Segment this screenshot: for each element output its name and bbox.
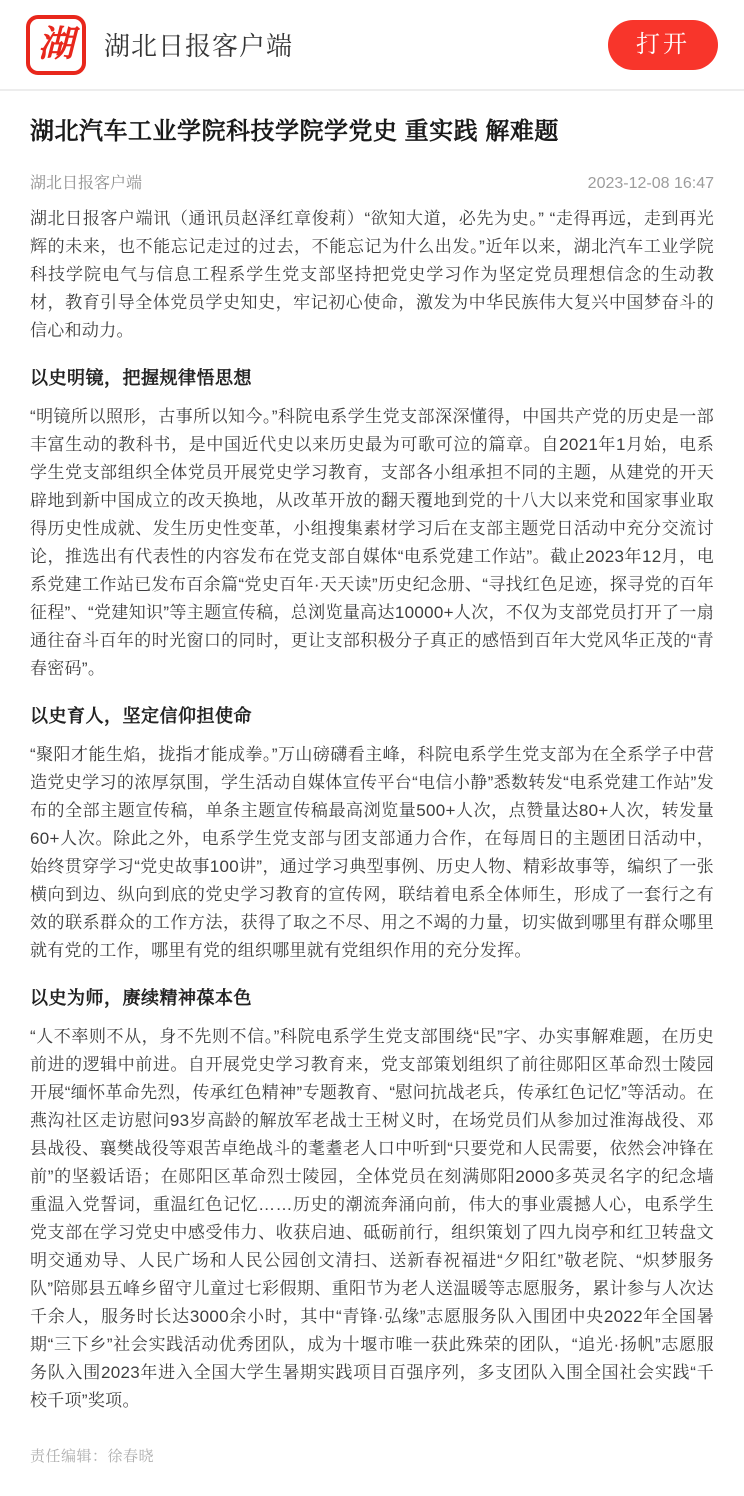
article-date: 2023-12-08 16:47 <box>587 175 714 192</box>
section-heading: 以史明镜，把握规律悟思想 <box>30 368 252 388</box>
app-name: 湖北日报客户端 <box>104 31 294 61</box>
article-body <box>30 205 714 1415</box>
section-heading: 以史育人，坚定信仰担使命 <box>30 706 252 726</box>
logo-seal-icon: 湖 <box>37 23 74 64</box>
article-paragraph: “明镜所以照形，古事所以知今。”科院电系学生党支部深深懂得，中国共产党的历史是一部丰富生动的教科书，是中国近代史以来历史最为可歌可泣的篇章。自2021年1月始，电系学生党支部组织全体党员开展党史学习教育，支部各小组承担不同的主题，从建党的开天辟地到新中国成立的改天换地，从改革开放的翻天覆地到党的十八大以来党和国家事业取得历史性成就、发生历史性变革，小组搜集素材学习后在支部主题党日活动中充分交流讨论，推选出有代表性的内容发布在党支部自媒体“电系党建工作站”。截止2023年12月，电系党建工作站已发布百余篇“党史百年·天天读”历史纪念册、“寻找红色足迹，探寻党的百年征程”、“党建知识”等主题宣传稿，总浏览量高达10000+人次，不仅为支部党员打开了一扇通往奋斗百年的时光窗口的同时，更让支部积极分子真正的感悟到百年大党风华正茂的“青春密码”。 <box>30 407 714 678</box>
section-heading: 以史为师，赓续精神葆本色 <box>30 988 252 1008</box>
app-logo[interactable] <box>26 15 86 75</box>
article-paragraph: “人不率则不从，身不先则不信。”科院电系学生党支部围绕“民”字、办实事解难题，在历史前进的逻辑中前进。自开展党史学习教育来，党支部策划组织了前往郧阳区革命烈士陵园开展“缅怀革命先烈，传承红色精神”专题教育、“慰问抗战老兵，传承红色记忆”等活动。在燕沟社区走访慰问93岁高龄的解放军老战士王树义时，在场党员们从参加过淮海战役、邓县战役、襄樊战役等艰苦卓绝战斗的耄耋老人口中听到“只要党和人民需要，依然会冲锋在前”的坚毅话语；在郧阳区革命烈士陵园，全体党员在刻满郧阳2000多英灵名字的纪念墙重温入党誓词，重温红色记忆……历史的潮流奔涌向前，伟大的事业震撼人心，电系学生党支部在学习党史中感受伟力、收获启迪、砥砺前行，组织策划了四九岗亭和红卫转盘文明交通劝导、人民广场和人民公园创文清扫、送新春祝福进“夕阳红”敬老院、“炽梦服务队”陪郧县五峰乡留守儿童过七彩假期、重阳节为老人送温暖等志愿服务，累计参与人次达千余人，服务时长达3000余小时，其中“青锋·弘缘”志愿服务队入围团中央2022年全国暑期“三下乡”社会实践活动优秀团队，成为十堰市唯一获此殊荣的团队，“追光·扬帆”志愿服务队入围2023年进入全国大学生暑期实践项目百强序列，多支团队入围全国社会实践“千校千项”奖项。 <box>30 1027 714 1410</box>
article <box>0 115 744 1496</box>
article-meta <box>30 170 714 193</box>
article-paragraph: 湖北日报客户端讯（通讯员赵泽红章俊莉）“欲知大道，必先为史。” “走得再远，走到再光辉的未来，也不能忘记走过的过去，不能忘记为什么出发。”近年以来，湖北汽车工业学院科技学院电气与信息工程系学生党支部坚持把党史学习作为坚定党员理想信念的生动教材，教育引导全体党员学史知史，牢记初心使命，激发为中华民族伟大复兴中国梦奋斗的信心和动力。 <box>30 209 714 340</box>
app-banner <box>0 0 744 91</box>
article-paragraph: “聚阳才能生焰，拢指才能成拳。”万山磅礴看主峰，科院电系学生党支部为在全系学子中营造党史学习的浓厚氛围，学生活动自媒体宣传平台“电信小静”悉数转发“电系党建工作站”发布的全部主题宣传稿，单条主题宣传稿最高浏览量500+人次，点赞量达80+人次，转发量60+人次。除此之外，电系学生党支部与团支部通力合作，在每周日的主题团日活动中，始终贯穿学习“党史故事100讲”，通过学习典型事例、历史人物、精彩故事等，编织了一张横向到边、纵向到底的党史学习教育的宣传网，联结着电系全体师生，形成了一套行之有效的联系群众的工作方法，获得了取之不尽、用之不竭的力量，切实做到哪里有群众哪里就有党的工作，哪里有党的组织哪里就有党组织作用的充分发挥。 <box>30 745 714 960</box>
editor-credit: 责任编辑：徐春晓 <box>30 1448 155 1465</box>
article-title: 湖北汽车工业学院科技学院学党史 重实践 解难题 <box>30 118 559 145</box>
article-source: 湖北日报客户端 <box>30 175 143 192</box>
open-app-button[interactable]: 打开 <box>608 20 718 70</box>
